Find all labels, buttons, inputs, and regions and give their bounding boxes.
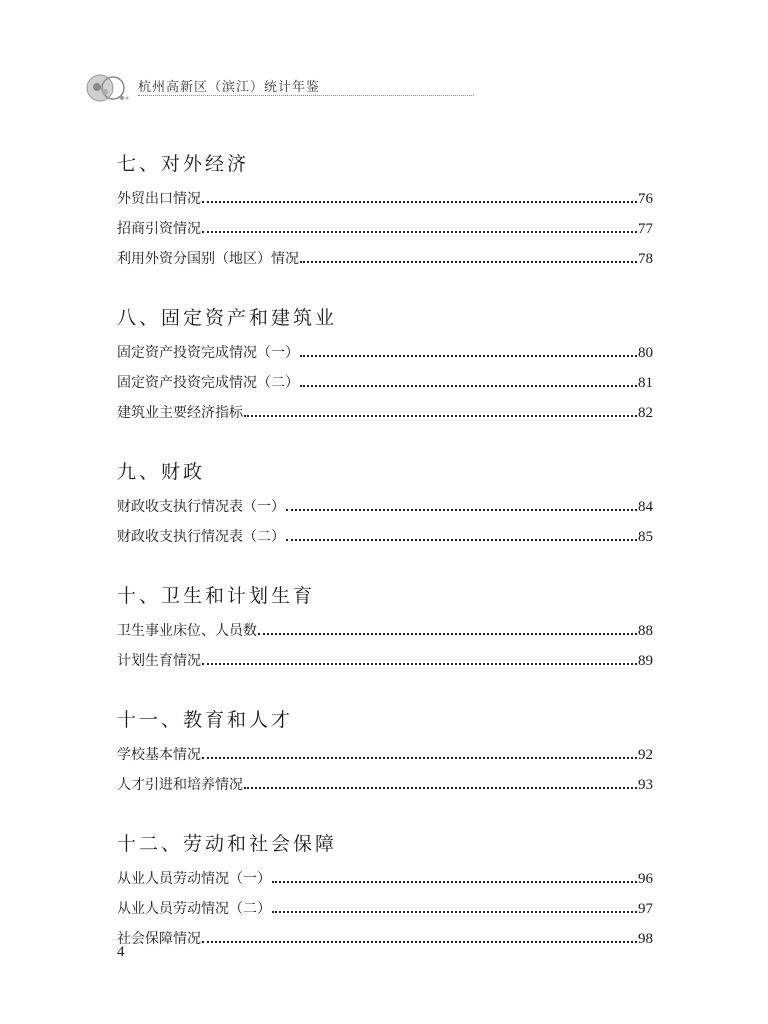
toc-section [117, 150, 653, 274]
section-spacer [117, 676, 653, 706]
toc-entry-label: 建筑业主要经济指标 [117, 405, 243, 421]
header-title: 杭州高新区（滨江）统计年鉴 [138, 80, 321, 95]
dot-leader [244, 787, 637, 789]
section-spacer [117, 552, 653, 582]
toc-section [117, 304, 653, 428]
toc-entry[interactable] [117, 864, 653, 894]
toc-entry[interactable] [117, 184, 653, 214]
section-title: 七、对外经济 [117, 153, 250, 175]
section-spacer [117, 428, 653, 458]
toc-entry-page: 96 [638, 871, 653, 887]
section-title: 九、财政 [117, 461, 206, 483]
toc-entry-page: 85 [638, 529, 653, 545]
dot-leader [300, 385, 637, 387]
header-divider [138, 95, 474, 96]
toc-entry[interactable] [117, 894, 653, 924]
toc-entry-label: 计划生育情况 [117, 653, 201, 669]
toc-entry-label: 卫生事业床位、人员数 [117, 623, 257, 639]
toc-entry[interactable] [117, 398, 653, 428]
toc-entry-label: 学校基本情况 [117, 747, 201, 763]
toc-entry-label: 人才引进和培养情况 [117, 777, 243, 793]
toc-entry-label: 利用外资分国别（地区）情况 [117, 251, 299, 267]
toc-entry-label: 财政收支执行情况表（二） [117, 529, 285, 545]
section-spacer [117, 800, 653, 830]
toc-entry-label: 社会保障情况 [117, 931, 201, 947]
dot-leader [202, 663, 637, 665]
dot-leader [202, 941, 637, 943]
section-spacer [117, 274, 653, 304]
toc-entry[interactable] [117, 244, 653, 274]
toc-section [117, 706, 653, 800]
dot-leader [202, 757, 637, 759]
page-number: 4 [117, 944, 125, 960]
toc-entry-page: 76 [638, 191, 653, 207]
toc-entry-label: 固定资产投资完成情况（一） [117, 345, 299, 361]
section-title: 十一、教育和人才 [117, 709, 294, 731]
toc-entry-page: 97 [638, 901, 653, 917]
section-title: 十二、劳动和社会保障 [117, 833, 338, 855]
toc-entry-label: 财政收支执行情况表（一） [117, 499, 285, 515]
toc-entry[interactable] [117, 770, 653, 800]
toc-entry-page: 89 [638, 653, 653, 669]
dot-leader [202, 201, 637, 203]
toc-entry-label: 招商引资情况 [117, 221, 201, 237]
toc-entry-page: 80 [638, 345, 653, 361]
toc-entry-page: 78 [638, 251, 653, 267]
section-title: 十、卫生和计划生育 [117, 585, 316, 607]
toc-section [117, 458, 653, 552]
dot-leader [286, 539, 637, 541]
toc-entry[interactable] [117, 740, 653, 770]
yearbook-logo-icon [84, 68, 134, 108]
toc-entry[interactable] [117, 338, 653, 368]
toc-entry[interactable] [117, 368, 653, 398]
toc-entry-page: 98 [638, 931, 653, 947]
toc-entry-page: 84 [638, 499, 653, 515]
dot-leader [300, 261, 637, 263]
toc-section [117, 830, 653, 954]
dot-leader [286, 509, 637, 511]
toc-entry[interactable] [117, 646, 653, 676]
toc-section [117, 582, 653, 676]
toc-entry-page: 77 [638, 221, 653, 237]
dot-leader [202, 231, 637, 233]
running-header [84, 68, 404, 108]
toc-entry-page: 88 [638, 623, 653, 639]
toc-entry[interactable] [117, 492, 653, 522]
table-of-contents [117, 150, 653, 954]
toc-entry-page: 81 [638, 375, 653, 391]
dot-leader [258, 633, 637, 635]
toc-entry-page: 93 [638, 777, 653, 793]
dot-leader [272, 881, 637, 883]
toc-entry-page: 92 [638, 747, 653, 763]
toc-entry[interactable] [117, 924, 653, 954]
dot-leader [300, 355, 637, 357]
toc-entry-page: 82 [638, 405, 653, 421]
toc-entry[interactable] [117, 214, 653, 244]
toc-entry-label: 从业人员劳动情况（二） [117, 901, 271, 917]
toc-entry-label: 固定资产投资完成情况（二） [117, 375, 299, 391]
toc-entry-label: 从业人员劳动情况（一） [117, 871, 271, 887]
toc-entry[interactable] [117, 522, 653, 552]
toc-entry-label: 外贸出口情况 [117, 191, 201, 207]
toc-entry[interactable] [117, 616, 653, 646]
section-title: 八、固定资产和建筑业 [117, 307, 338, 329]
dot-leader [272, 911, 637, 913]
dot-leader [244, 415, 637, 417]
